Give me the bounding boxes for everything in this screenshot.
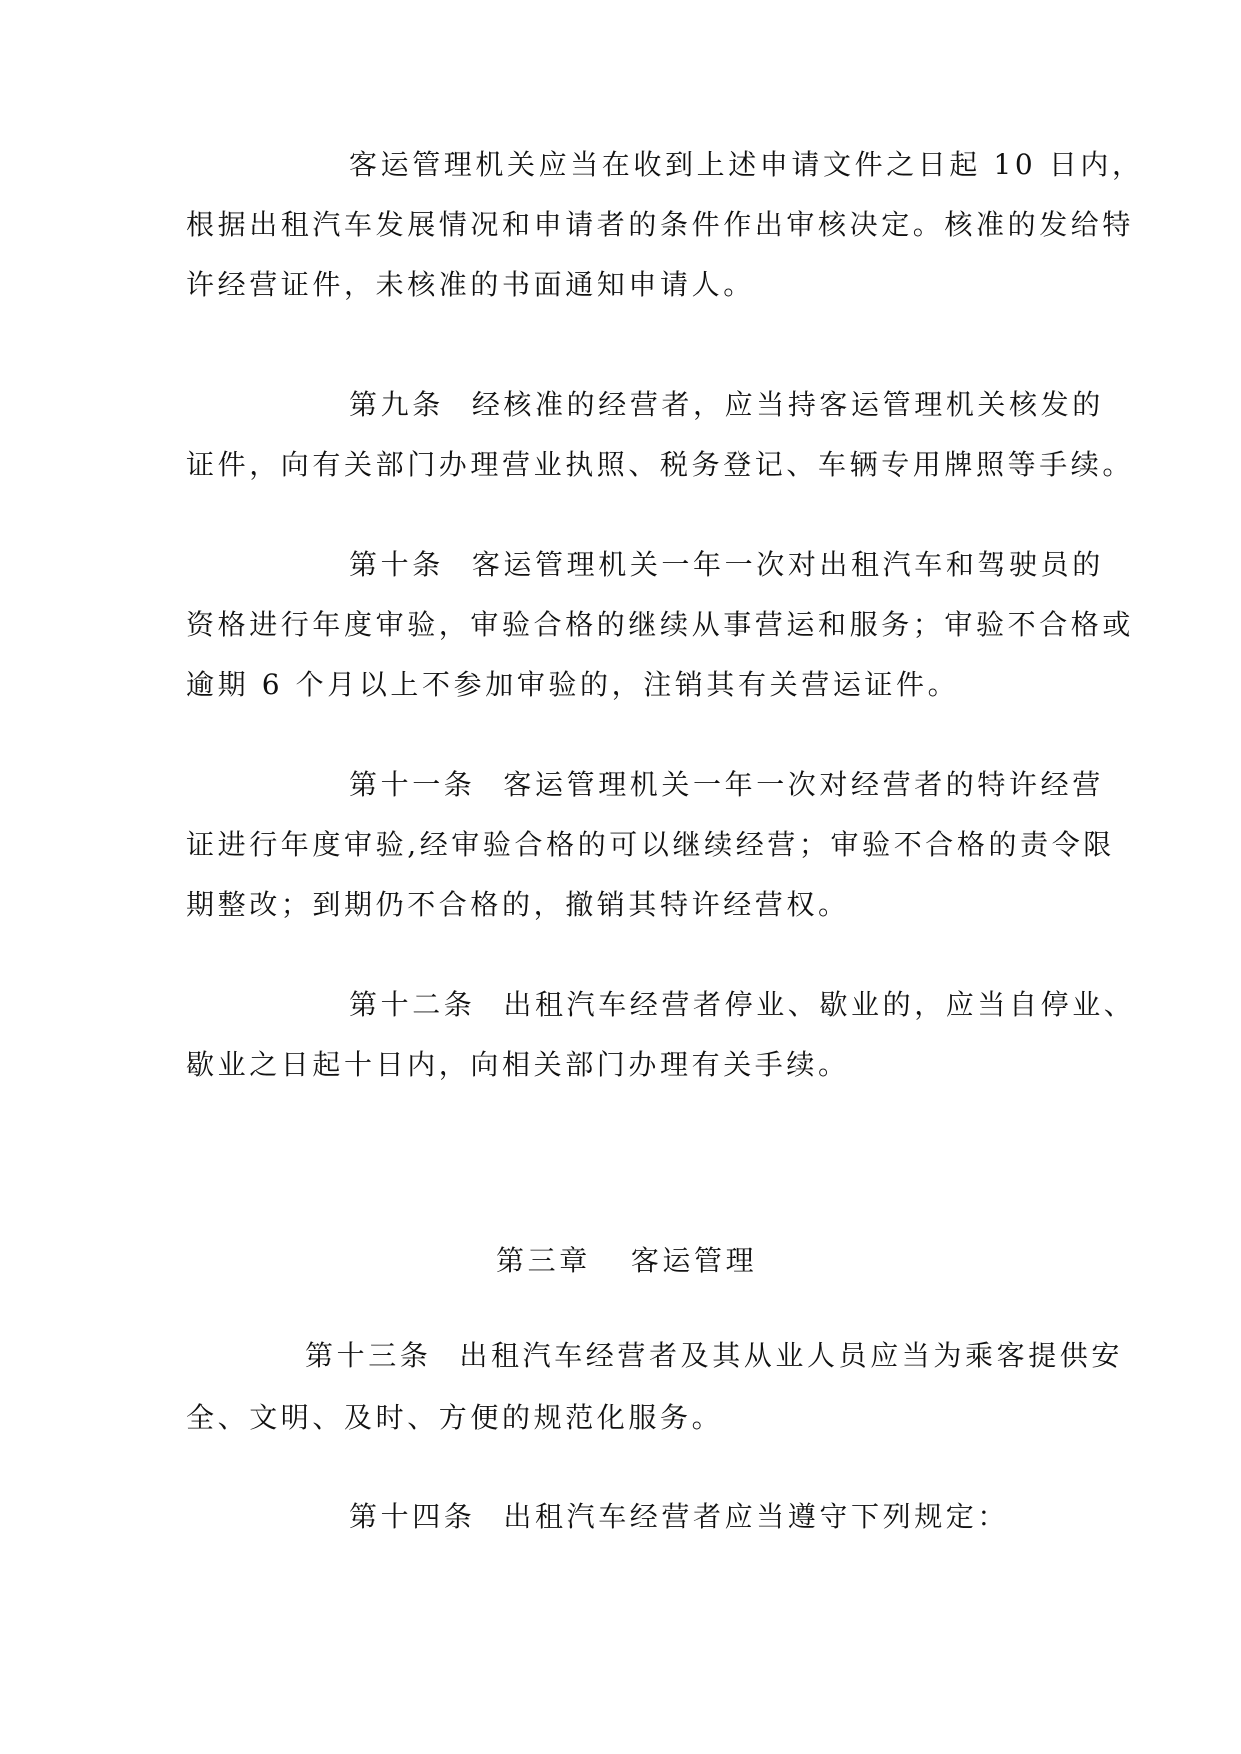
article-10-line-1 xyxy=(349,545,1104,585)
paragraph-1-line-1: 客运管理机关应当在收到上述申请文件之日起 10 日内， xyxy=(349,148,1144,181)
article-10-line-3: 逾期 6 个月以上不参加审验的，注销其有关营运证件。 xyxy=(186,668,960,701)
article-12-number: 第十二条 xyxy=(349,988,476,1021)
paragraph-1-line-2: 根据出租汽车发展情况和申请者的条件作出审核决定。核准的发给特 xyxy=(186,208,1135,241)
article-9-line-1 xyxy=(349,385,1104,425)
article-9-text-1: 经核准的经营者，应当持客运管理机关核发的 xyxy=(471,388,1104,421)
article-12-line-1 xyxy=(349,985,1135,1025)
article-14-line-1 xyxy=(349,1497,1009,1537)
article-13-line-1 xyxy=(305,1336,1123,1376)
article-14-text-1: 出租汽车经营者应当遵守下列规定： xyxy=(503,1500,1010,1533)
article-10-number: 第十条 xyxy=(349,548,444,581)
article-11-number: 第十一条 xyxy=(349,768,476,801)
article-11-line-2: 证进行年度审验,经审验合格的可以继续经营；审验不合格的责令限 xyxy=(186,828,1115,861)
article-12-text-1: 出租汽车经营者停业、歇业的，应当自停业、 xyxy=(503,988,1136,1021)
article-12-line-2: 歇业之日起十日内，向相关部门办理有关手续。 xyxy=(186,1048,850,1081)
article-9-line-2: 证件，向有关部门办理营业执照、税务登记、车辆专用牌照等手续。 xyxy=(186,448,1135,481)
article-13-number: 第十三条 xyxy=(305,1339,432,1372)
article-10-line-2: 资格进行年度审验，审验合格的继续从事营运和服务；审验不合格或 xyxy=(186,608,1135,641)
paragraph-1-line-3: 许经营证件，未核准的书面通知申请人。 xyxy=(186,268,755,301)
chapter-title: 客运管理 xyxy=(630,1244,758,1277)
article-14-number: 第十四条 xyxy=(349,1500,476,1533)
article-13-text-1: 出租汽车经营者及其从业人员应当为乘客提供安 xyxy=(459,1339,1124,1372)
article-11-line-1 xyxy=(349,765,1104,805)
article-13-line-2: 全、文明、及时、方便的规范化服务。 xyxy=(186,1401,724,1434)
article-11-text-1: 客运管理机关一年一次对经营者的特许经营 xyxy=(503,768,1104,801)
article-10-text-1: 客运管理机关一年一次对出租汽车和驾驶员的 xyxy=(471,548,1104,581)
chapter-heading xyxy=(496,1241,757,1281)
article-9-number: 第九条 xyxy=(349,388,444,421)
article-11-line-3: 期整改；到期仍不合格的，撤销其特许经营权。 xyxy=(186,888,850,921)
chapter-number: 第三章 xyxy=(496,1244,591,1277)
